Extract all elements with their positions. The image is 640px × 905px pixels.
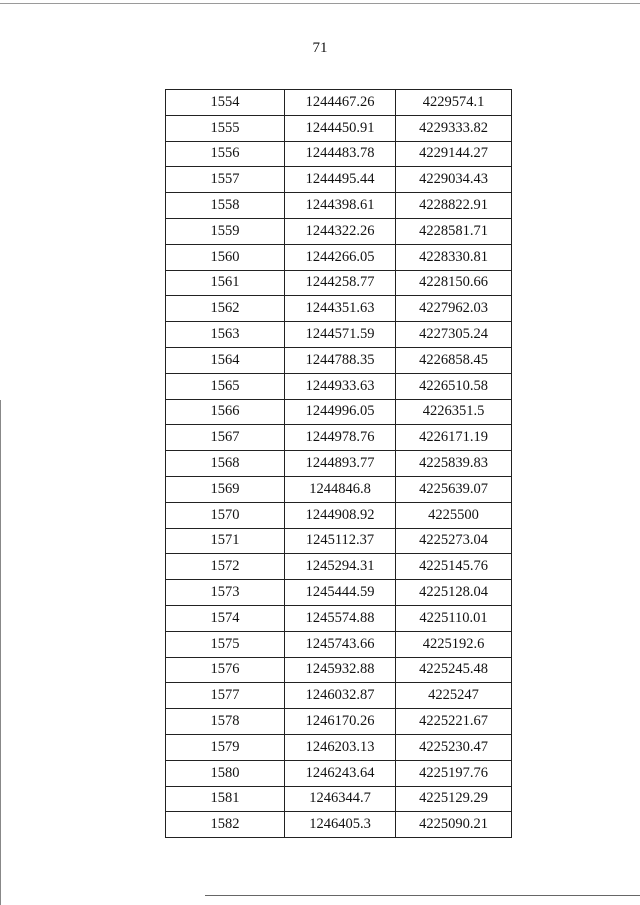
y-coordinate-cell: 4225110.01 xyxy=(396,605,512,631)
table-row xyxy=(166,554,512,580)
table-row xyxy=(166,167,512,193)
x-coordinate-cell: 1244978.76 xyxy=(285,425,396,451)
coordinates-table-body xyxy=(166,90,512,838)
x-coordinate-cell: 1244996.05 xyxy=(285,399,396,425)
table-row xyxy=(166,528,512,554)
table-row xyxy=(166,502,512,528)
y-coordinate-cell: 4229034.43 xyxy=(396,167,512,193)
table-row xyxy=(166,683,512,709)
x-coordinate-cell: 1245574.88 xyxy=(285,605,396,631)
point-number-cell: 1577 xyxy=(166,683,285,709)
point-number-cell: 1582 xyxy=(166,812,285,838)
table-row xyxy=(166,244,512,270)
y-coordinate-cell: 4225197.76 xyxy=(396,760,512,786)
table-row xyxy=(166,322,512,348)
x-coordinate-cell: 1244571.59 xyxy=(285,322,396,348)
y-coordinate-cell: 4226510.58 xyxy=(396,373,512,399)
point-number-cell: 1579 xyxy=(166,734,285,760)
x-coordinate-cell: 1245112.37 xyxy=(285,528,396,554)
point-number-cell: 1554 xyxy=(166,90,285,116)
y-coordinate-cell: 4225192.6 xyxy=(396,631,512,657)
y-coordinate-cell: 4225839.83 xyxy=(396,451,512,477)
coordinates-table xyxy=(165,89,512,838)
table-row xyxy=(166,631,512,657)
table-row xyxy=(166,373,512,399)
x-coordinate-cell: 1246032.87 xyxy=(285,683,396,709)
point-number-cell: 1566 xyxy=(166,399,285,425)
y-coordinate-cell: 4226858.45 xyxy=(396,347,512,373)
y-coordinate-cell: 4229333.82 xyxy=(396,115,512,141)
y-coordinate-cell: 4225273.04 xyxy=(396,528,512,554)
y-coordinate-cell: 4227962.03 xyxy=(396,296,512,322)
table-row xyxy=(166,760,512,786)
table-row xyxy=(166,399,512,425)
top-divider xyxy=(0,3,640,4)
x-coordinate-cell: 1244483.78 xyxy=(285,141,396,167)
y-coordinate-cell: 4226171.19 xyxy=(396,425,512,451)
x-coordinate-cell: 1244351.63 xyxy=(285,296,396,322)
x-coordinate-cell: 1245294.31 xyxy=(285,554,396,580)
point-number-cell: 1568 xyxy=(166,451,285,477)
y-coordinate-cell: 4226351.5 xyxy=(396,399,512,425)
x-coordinate-cell: 1244258.77 xyxy=(285,270,396,296)
table-row xyxy=(166,115,512,141)
point-number-cell: 1556 xyxy=(166,141,285,167)
table-row xyxy=(166,90,512,116)
y-coordinate-cell: 4228150.66 xyxy=(396,270,512,296)
point-number-cell: 1561 xyxy=(166,270,285,296)
point-number-cell: 1564 xyxy=(166,347,285,373)
x-coordinate-cell: 1244495.44 xyxy=(285,167,396,193)
table-row xyxy=(166,451,512,477)
point-number-cell: 1578 xyxy=(166,709,285,735)
x-coordinate-cell: 1244467.26 xyxy=(285,90,396,116)
table-row xyxy=(166,218,512,244)
x-coordinate-cell: 1244398.61 xyxy=(285,193,396,219)
x-coordinate-cell: 1244266.05 xyxy=(285,244,396,270)
bottom-divider xyxy=(205,895,640,896)
table-row xyxy=(166,786,512,812)
point-number-cell: 1558 xyxy=(166,193,285,219)
point-number-cell: 1565 xyxy=(166,373,285,399)
x-coordinate-cell: 1245444.59 xyxy=(285,580,396,606)
table-row xyxy=(166,141,512,167)
y-coordinate-cell: 4225145.76 xyxy=(396,554,512,580)
point-number-cell: 1576 xyxy=(166,657,285,683)
point-number-cell: 1574 xyxy=(166,605,285,631)
table-row xyxy=(166,425,512,451)
y-coordinate-cell: 4225129.29 xyxy=(396,786,512,812)
table-row xyxy=(166,270,512,296)
x-coordinate-cell: 1244846.8 xyxy=(285,476,396,502)
y-coordinate-cell: 4225639.07 xyxy=(396,476,512,502)
y-coordinate-cell: 4225090.21 xyxy=(396,812,512,838)
table-row xyxy=(166,812,512,838)
x-coordinate-cell: 1245743.66 xyxy=(285,631,396,657)
point-number-cell: 1571 xyxy=(166,528,285,554)
table-row xyxy=(166,193,512,219)
point-number-cell: 1555 xyxy=(166,115,285,141)
y-coordinate-cell: 4225500 xyxy=(396,502,512,528)
table-row xyxy=(166,657,512,683)
page-number: 71 xyxy=(312,40,328,56)
point-number-cell: 1573 xyxy=(166,580,285,606)
y-coordinate-cell: 4225230.47 xyxy=(396,734,512,760)
x-coordinate-cell: 1244788.35 xyxy=(285,347,396,373)
point-number-cell: 1563 xyxy=(166,322,285,348)
y-coordinate-cell: 4227305.24 xyxy=(396,322,512,348)
y-coordinate-cell: 4228822.91 xyxy=(396,193,512,219)
point-number-cell: 1569 xyxy=(166,476,285,502)
point-number-cell: 1575 xyxy=(166,631,285,657)
y-coordinate-cell: 4225245.48 xyxy=(396,657,512,683)
x-coordinate-cell: 1245932.88 xyxy=(285,657,396,683)
y-coordinate-cell: 4229144.27 xyxy=(396,141,512,167)
x-coordinate-cell: 1246344.7 xyxy=(285,786,396,812)
x-coordinate-cell: 1246203.13 xyxy=(285,734,396,760)
point-number-cell: 1581 xyxy=(166,786,285,812)
y-coordinate-cell: 4225221.67 xyxy=(396,709,512,735)
table-row xyxy=(166,476,512,502)
point-number-cell: 1557 xyxy=(166,167,285,193)
x-coordinate-cell: 1244893.77 xyxy=(285,451,396,477)
table-row xyxy=(166,734,512,760)
point-number-cell: 1572 xyxy=(166,554,285,580)
y-coordinate-cell: 4229574.1 xyxy=(396,90,512,116)
table-row xyxy=(166,709,512,735)
y-coordinate-cell: 4225128.04 xyxy=(396,580,512,606)
x-coordinate-cell: 1246243.64 xyxy=(285,760,396,786)
x-coordinate-cell: 1244450.91 xyxy=(285,115,396,141)
y-coordinate-cell: 4228330.81 xyxy=(396,244,512,270)
point-number-cell: 1562 xyxy=(166,296,285,322)
point-number-cell: 1570 xyxy=(166,502,285,528)
x-coordinate-cell: 1244908.92 xyxy=(285,502,396,528)
table-row xyxy=(166,296,512,322)
point-number-cell: 1580 xyxy=(166,760,285,786)
table-row xyxy=(166,605,512,631)
x-coordinate-cell: 1246170.26 xyxy=(285,709,396,735)
table-row xyxy=(166,580,512,606)
point-number-cell: 1567 xyxy=(166,425,285,451)
table-row xyxy=(166,347,512,373)
x-coordinate-cell: 1244322.26 xyxy=(285,218,396,244)
y-coordinate-cell: 4228581.71 xyxy=(396,218,512,244)
x-coordinate-cell: 1244933.63 xyxy=(285,373,396,399)
x-coordinate-cell: 1246405.3 xyxy=(285,812,396,838)
point-number-cell: 1559 xyxy=(166,218,285,244)
point-number-cell: 1560 xyxy=(166,244,285,270)
left-margin-line xyxy=(0,400,1,905)
y-coordinate-cell: 4225247 xyxy=(396,683,512,709)
